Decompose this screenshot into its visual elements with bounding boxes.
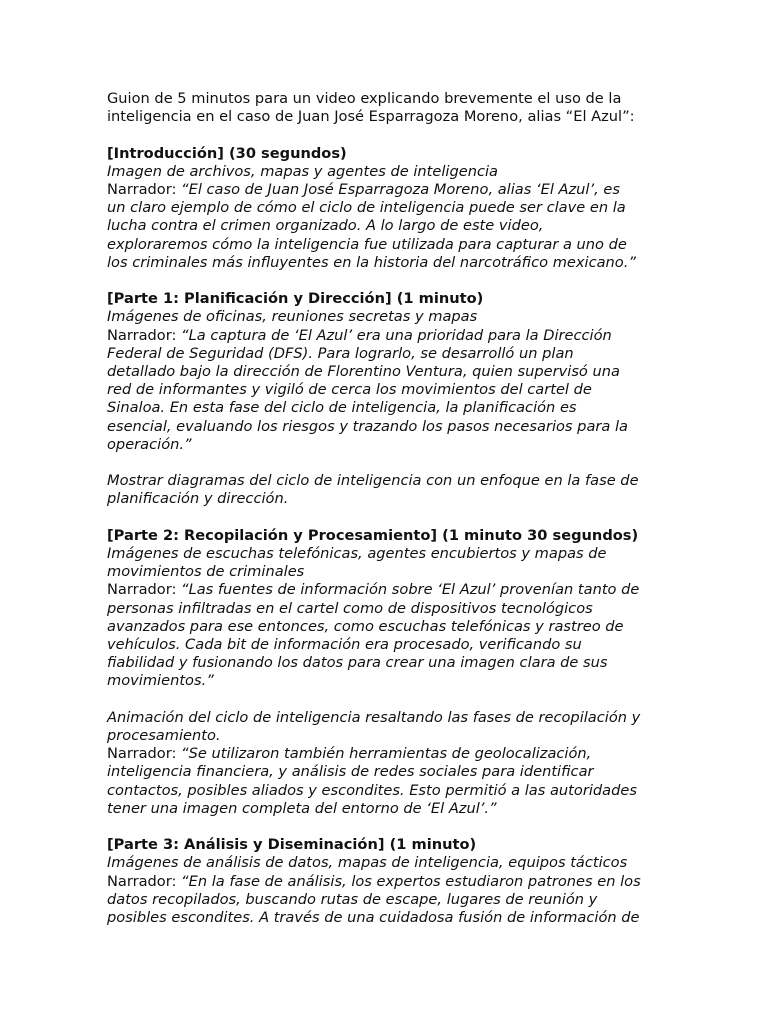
- narrator-label: Narrador:: [107, 181, 182, 198]
- narration-line: avanzados para ese entonces, como escuchas telefónicas y rastreo de: [107, 617, 624, 635]
- narration-line: Federal de Seguridad (DFS). Para lograrlo, se desarrolló un plan: [107, 344, 574, 362]
- narration-line: un claro ejemplo de cómo el ciclo de inteligencia puede ser clave en la: [107, 199, 626, 217]
- section-heading: [Introducción] (30 segundos): [107, 144, 347, 162]
- visual-description: Imagen de archivos, mapas y agentes de inteligencia: [107, 162, 498, 180]
- production-note: Animación del ciclo de inteligencia resaltando las fases de recopilación y: [107, 708, 641, 726]
- intro-line: inteligencia en el caso de Juan José Esparragoza Moreno, alias “El Azul”:: [107, 108, 635, 126]
- narrator-label: Narrador:: [107, 581, 182, 599]
- narration-line: Narrador: “En la fase de análisis, los expertos estudiaron patrones en los: [107, 872, 641, 890]
- narration-line: lucha contra el crimen organizado. A lo largo de este video,: [107, 217, 544, 235]
- narration-line: Narrador: “La captura de ‘El Azul’ era una prioridad para la Dirección: [107, 326, 612, 344]
- visual-description: Imágenes de análisis de datos, mapas de inteligencia, equipos tácticos: [107, 854, 628, 872]
- production-note: procesamiento.: [107, 727, 221, 745]
- narrator-label: Narrador:: [107, 326, 182, 344]
- production-note: Mostrar diagramas del ciclo de inteligencia con un enfoque en la fase de: [107, 472, 639, 490]
- narration-line: Narrador: “Se utilizaron también herramientas de geolocalización,: [107, 745, 592, 763]
- section-heading: [Parte 1: Planificación y Dirección] (1 minuto): [107, 290, 484, 308]
- visual-description: Imágenes de escuchas telefónicas, agentes encubiertos y mapas de: [107, 545, 607, 563]
- narration-line: inteligencia financiera, y análisis de redes sociales para identificar: [107, 763, 594, 781]
- narration-line: personas infiltradas en el cartel como de dispositivos tecnológicos: [107, 599, 593, 617]
- intro-line: Guion de 5 minutos para un video explicando brevemente el uso de la: [107, 90, 622, 107]
- narration-line: Sinaloa. En esta fase del ciclo de inteligencia, la planificación es: [107, 399, 577, 417]
- narration-line: fiabilidad y fusionando los datos para crear una imagen clara de sus: [107, 654, 608, 672]
- section-heading: [Parte 2: Recopilación y Procesamiento] (1 minuto 30 segundos): [107, 526, 639, 544]
- narration-line: datos recopilados, buscando rutas de escape, lugares de reunión y: [107, 890, 598, 908]
- narration-line: red de informantes y vigiló de cerca los movimientos del cartel de: [107, 381, 592, 399]
- narration-line: esencial, evaluando los riesgos y trazando los pasos necesarios para la: [107, 417, 628, 435]
- narration-line: contactos, posibles aliados y escondites. Esto permitió a las autoridades: [107, 781, 637, 799]
- document-page: [107, 90, 667, 927]
- production-note: planificación y dirección.: [107, 490, 289, 508]
- narration-line: exploraremos cómo la inteligencia fue utilizada para capturar a uno de: [107, 235, 627, 253]
- narrator-label: Narrador:: [107, 872, 182, 890]
- narration-line: Narrador: “El caso de Juan José Esparragoza Moreno, alias ‘El Azul’, es: [107, 181, 620, 198]
- narration-line: operación.”: [107, 435, 192, 453]
- section-heading: [Parte 3: Análisis y Diseminación] (1 minuto): [107, 836, 477, 854]
- visual-description: movimientos de criminales: [107, 563, 305, 581]
- narration-line: tener una imagen completa del entorno de ‘El Azul’.”: [107, 799, 497, 817]
- narration-line: vehículos. Cada bit de información era procesado, verificando su: [107, 636, 582, 654]
- narrator-label: Narrador:: [107, 745, 182, 763]
- visual-description: Imágenes de oficinas, reuniones secretas y mapas: [107, 308, 478, 326]
- narration-line: posibles escondites. A través de una cuidadosa fusión de información de: [107, 909, 640, 927]
- narration-line: los criminales más influyentes en la historia del narcotráfico mexicano.”: [107, 253, 636, 271]
- narration-line: movimientos.”: [107, 672, 214, 690]
- narration-line: detallado bajo la dirección de Florentino Ventura, quien supervisó una: [107, 363, 620, 381]
- narration-line: Narrador: “Las fuentes de información sobre ‘El Azul’ provenían tanto de: [107, 581, 640, 599]
